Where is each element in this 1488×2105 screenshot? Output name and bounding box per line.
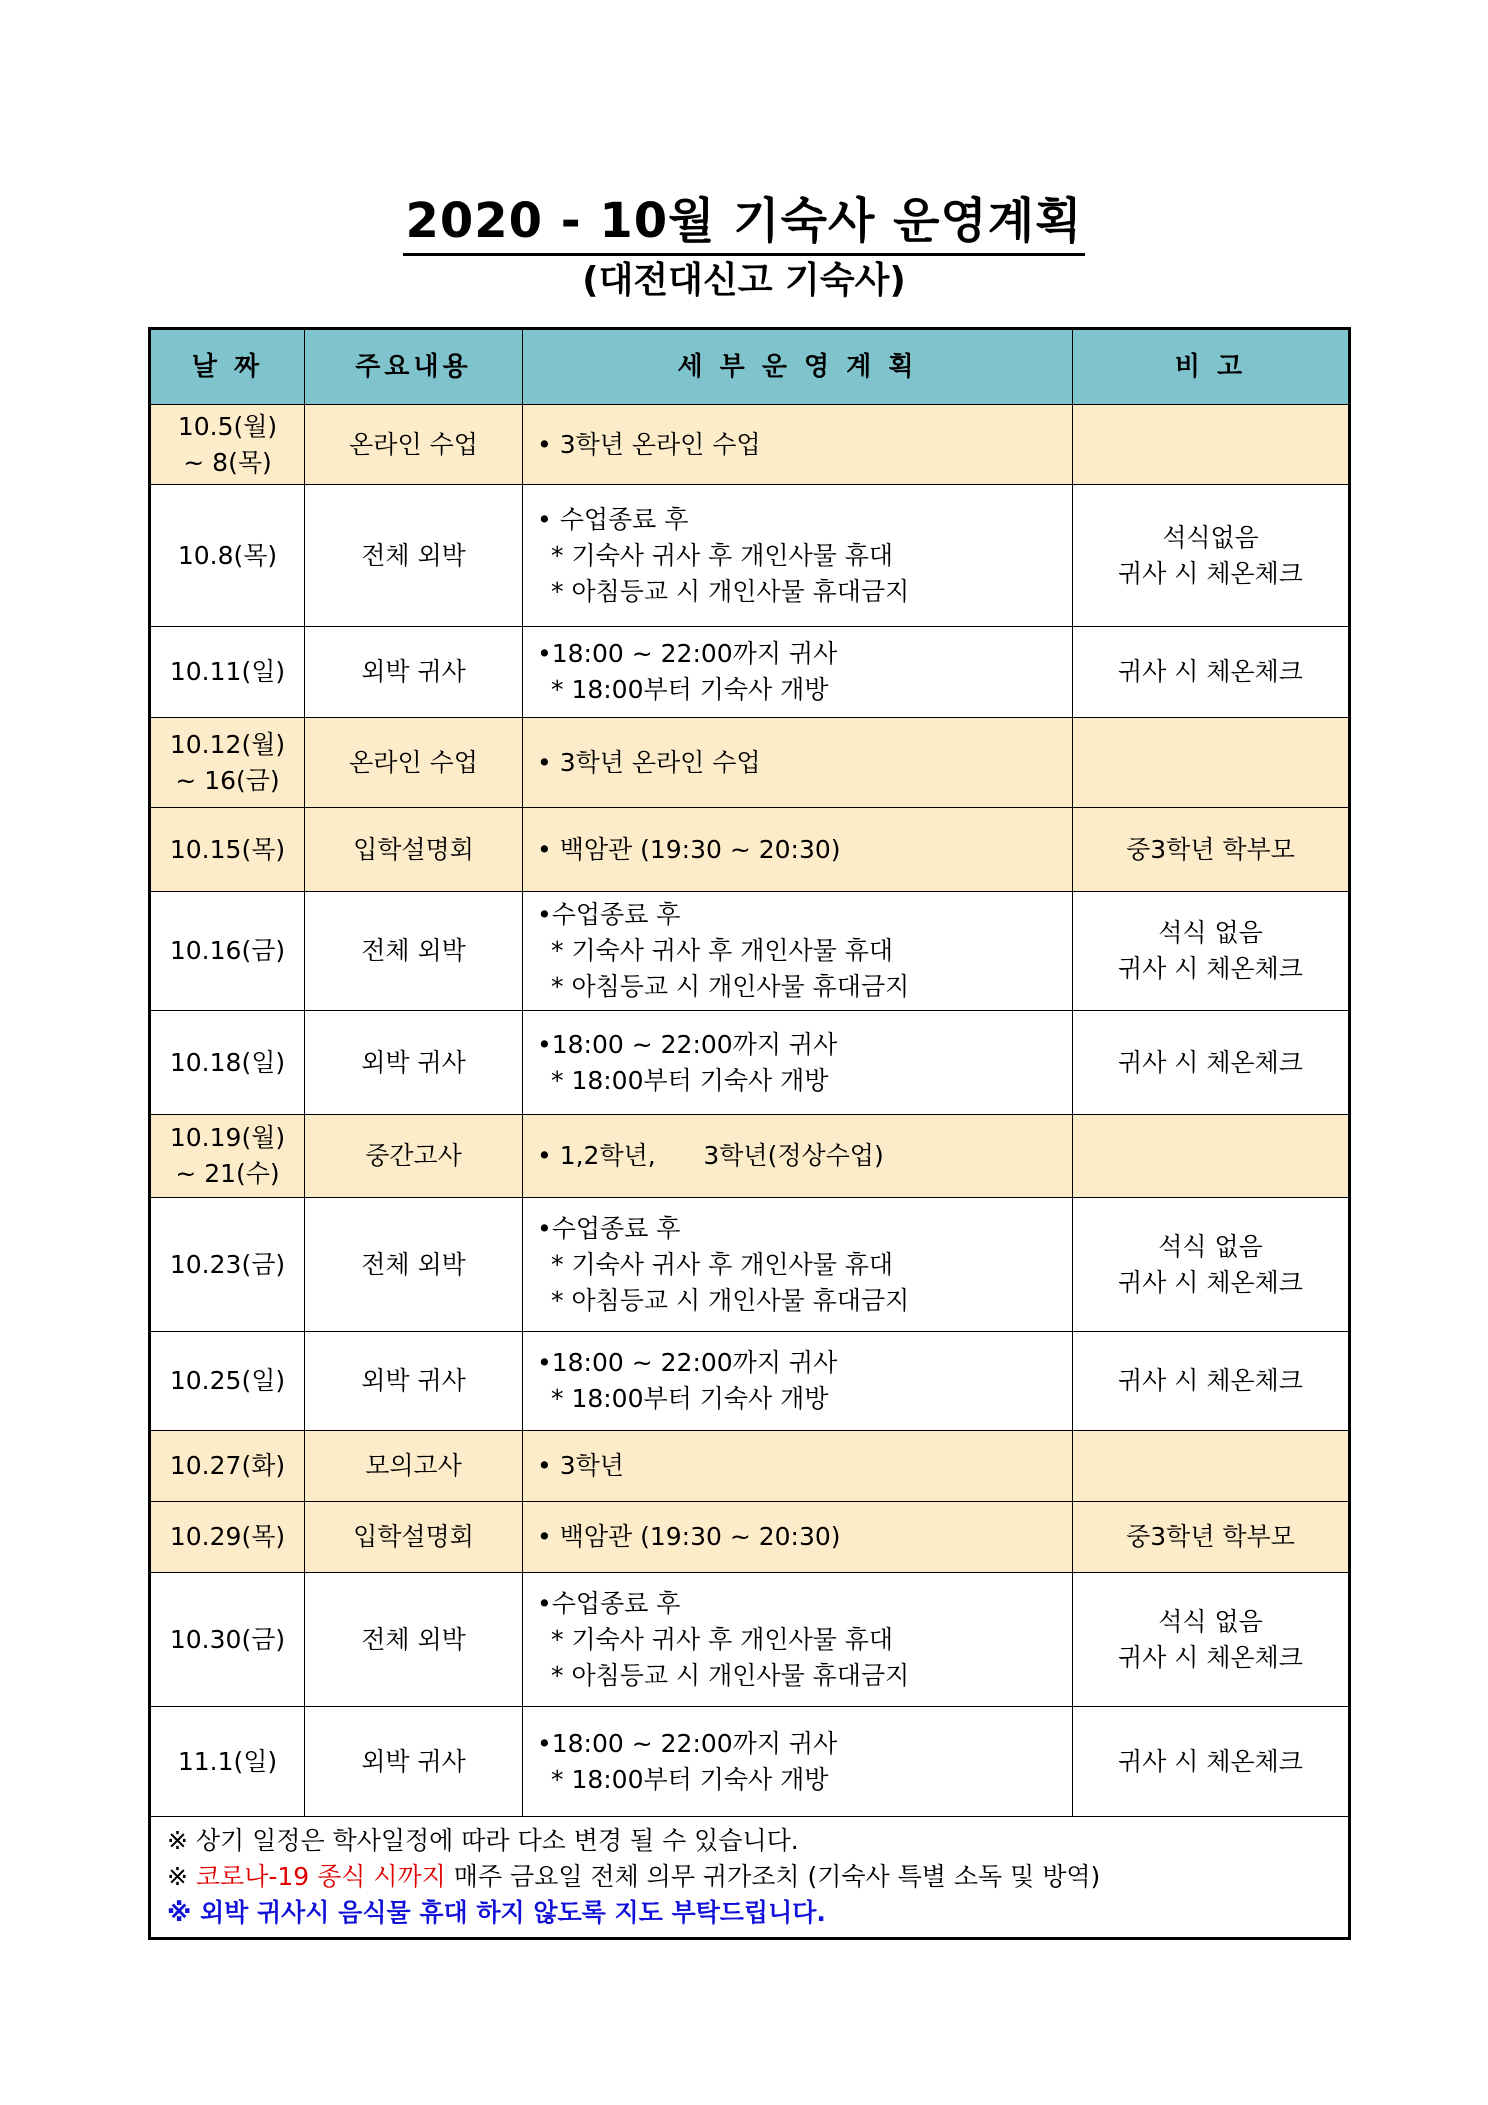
date-cell xyxy=(150,1707,305,1817)
date-cell xyxy=(150,1115,305,1198)
detail-line: * 기숙사 귀사 후 개인사물 휴대 xyxy=(551,1249,894,1279)
document-subtitle: (대전대신고 기숙사) xyxy=(582,260,906,301)
date-line: 10.12(월) xyxy=(169,729,286,759)
detail-line: * 기숙사 귀사 후 개인사물 휴대 xyxy=(551,1624,894,1654)
date-cell xyxy=(150,718,305,808)
detail-line: * 18:00부터 기숙사 개방 xyxy=(551,1764,829,1794)
detail-line: • 백암관 (19:30 ~ 20:30) xyxy=(537,1522,841,1551)
date-line: 10.8(목) xyxy=(177,540,278,570)
detail-line: •수업종료 후 xyxy=(537,1213,681,1243)
table-row xyxy=(150,1707,1350,1817)
main-content-cell: 온라인 수업 xyxy=(305,718,523,808)
date-line: ~ 8(목) xyxy=(183,447,272,477)
date-line: 10.16(금) xyxy=(169,936,286,965)
detail-plan-cell xyxy=(523,1502,1073,1573)
detail-plan-cell xyxy=(523,1198,1073,1332)
main-content-cell: 전체 외박 xyxy=(305,485,523,627)
note-cell xyxy=(1073,718,1350,808)
note-line: 중3학년 학부모 xyxy=(1126,1522,1295,1551)
date-line: 10.5(월) xyxy=(177,411,278,441)
detail-line: * 기숙사 귀사 후 개인사물 휴대 xyxy=(551,540,894,570)
table-row xyxy=(150,1332,1350,1431)
date-line: ~ 21(수) xyxy=(175,1159,280,1188)
main-content-cell: 외박 귀사 xyxy=(305,1011,523,1115)
table-row xyxy=(150,1502,1350,1573)
date-line: 10.25(일) xyxy=(169,1366,286,1395)
date-line: ~ 16(금) xyxy=(175,765,280,795)
detail-line: •18:00 ~ 22:00까지 귀사 xyxy=(537,639,838,668)
note-cell xyxy=(1073,808,1350,892)
date-cell xyxy=(150,1573,305,1707)
date-line: 10.15(목) xyxy=(169,834,286,864)
main-content-cell: 전체 외박 xyxy=(305,892,523,1011)
detail-plan-cell xyxy=(523,1431,1073,1502)
header-detail: 세 부 운 영 계 획 xyxy=(523,329,1073,405)
main-content-cell: 외박 귀사 xyxy=(305,1707,523,1817)
detail-plan-cell xyxy=(523,405,1073,485)
footer-line-2-highlight: 코로나-19 종식 시까지 xyxy=(195,1862,446,1891)
table-header-row xyxy=(150,329,1350,405)
main-content-cell: 입학설명회 xyxy=(305,1502,523,1573)
detail-line: •18:00 ~ 22:00까지 귀사 xyxy=(537,1348,838,1377)
note-cell xyxy=(1073,1332,1350,1431)
detail-line: * 아침등교 시 개인사물 휴대금지 xyxy=(551,1285,910,1315)
note-line: 귀사 시 체온체크 xyxy=(1118,1746,1303,1776)
note-line: 귀사 시 체온체크 xyxy=(1118,1047,1303,1077)
note-cell xyxy=(1073,627,1350,718)
date-line: 10.29(목) xyxy=(169,1522,286,1551)
detail-plan-cell xyxy=(523,808,1073,892)
table-body xyxy=(150,405,1350,1817)
table-row xyxy=(150,1115,1350,1198)
date-cell xyxy=(150,1502,305,1573)
detail-line: •18:00 ~ 22:00까지 귀사 xyxy=(537,1029,838,1059)
date-cell xyxy=(150,1332,305,1431)
note-cell xyxy=(1073,1707,1350,1817)
detail-line: * 18:00부터 기숙사 개방 xyxy=(551,675,829,704)
detail-line: •18:00 ~ 22:00까지 귀사 xyxy=(537,1728,838,1758)
note-cell xyxy=(1073,1502,1350,1573)
note-line: 귀사 시 체온체크 xyxy=(1118,1642,1303,1672)
schedule-table xyxy=(148,327,1351,1940)
header-note: 비 고 xyxy=(1073,329,1350,405)
detail-line: * 18:00부터 기숙사 개방 xyxy=(551,1384,829,1413)
detail-line: • 수업종료 후 xyxy=(537,504,689,534)
date-cell xyxy=(150,1198,305,1332)
detail-plan-cell xyxy=(523,892,1073,1011)
document-title xyxy=(0,182,1488,251)
date-cell xyxy=(150,1431,305,1502)
date-cell xyxy=(150,808,305,892)
footer-line-2-rest: 매주 금요일 전체 의무 귀가조치 (기숙사 특별 소독 및 방역) xyxy=(445,1862,1101,1891)
note-line: 귀사 시 체온체크 xyxy=(1118,558,1303,588)
detail-line: •수업종료 후 xyxy=(537,900,681,929)
note-line: 귀사 시 체온체크 xyxy=(1118,1267,1303,1297)
footer-line-2-prefix: ※ xyxy=(167,1862,196,1891)
note-cell xyxy=(1073,405,1350,485)
footer-notes xyxy=(150,1817,1350,1939)
note-cell xyxy=(1073,1573,1350,1707)
detail-plan-cell xyxy=(523,627,1073,718)
header-main: 주요내용 xyxy=(305,329,523,405)
table-row xyxy=(150,808,1350,892)
note-cell xyxy=(1073,892,1350,1011)
table-row xyxy=(150,405,1350,485)
date-cell xyxy=(150,1011,305,1115)
detail-plan-cell xyxy=(523,485,1073,627)
table-row xyxy=(150,718,1350,808)
note-line: 귀사 시 체온체크 xyxy=(1118,657,1303,686)
note-line: 귀사 시 체온체크 xyxy=(1118,1366,1303,1395)
detail-line: •수업종료 후 xyxy=(537,1588,681,1618)
table-row xyxy=(150,1198,1350,1332)
detail-line: • 3학년 온라인 수업 xyxy=(537,429,761,459)
detail-line: * 아침등교 시 개인사물 휴대금지 xyxy=(551,576,910,606)
main-content-cell: 외박 귀사 xyxy=(305,627,523,718)
date-line: 10.11(일) xyxy=(169,657,286,686)
detail-line: * 아침등교 시 개인사물 휴대금지 xyxy=(551,1660,910,1690)
note-cell xyxy=(1073,485,1350,627)
note-cell xyxy=(1073,1431,1350,1502)
table-row xyxy=(150,1573,1350,1707)
main-content-cell: 중간고사 xyxy=(305,1115,523,1198)
detail-plan-cell xyxy=(523,1573,1073,1707)
main-content-cell: 온라인 수업 xyxy=(305,405,523,485)
detail-line: • 백암관 (19:30 ~ 20:30) xyxy=(537,834,841,864)
footer-line-3: ※ 외박 귀사시 음식물 휴대 하지 않도록 지도 부탁드립니다. xyxy=(167,1898,826,1927)
title-text: 2020 - 10월 기숙사 운영계획 xyxy=(403,193,1084,256)
note-line: 중3학년 학부모 xyxy=(1126,834,1295,864)
detail-line: • 3학년 온라인 수업 xyxy=(537,747,761,777)
table-row xyxy=(150,485,1350,627)
date-cell xyxy=(150,485,305,627)
date-line: 10.30(금) xyxy=(169,1624,286,1654)
note-line: 석식없음 xyxy=(1162,522,1259,552)
date-line: 10.27(화) xyxy=(169,1451,286,1480)
footer-row xyxy=(150,1817,1350,1939)
date-line: 10.18(일) xyxy=(169,1047,286,1077)
table-row xyxy=(150,892,1350,1011)
date-line: 10.23(금) xyxy=(169,1249,286,1279)
header-date: 날 짜 xyxy=(150,329,305,405)
detail-plan-cell xyxy=(523,718,1073,808)
detail-plan-cell xyxy=(523,1115,1073,1198)
note-line: 귀사 시 체온체크 xyxy=(1118,954,1303,983)
date-cell xyxy=(150,405,305,485)
note-line: 석식 없음 xyxy=(1158,1606,1263,1636)
main-content-cell: 전체 외박 xyxy=(305,1573,523,1707)
detail-plan-cell xyxy=(523,1011,1073,1115)
detail-line: * 아침등교 시 개인사물 휴대금지 xyxy=(551,972,910,1001)
note-line: 석식 없음 xyxy=(1158,918,1263,947)
note-line: 석식 없음 xyxy=(1158,1231,1263,1261)
detail-plan-cell xyxy=(523,1332,1073,1431)
footer-line-2 xyxy=(167,1859,1332,1895)
table-row xyxy=(150,1011,1350,1115)
main-content-cell: 입학설명회 xyxy=(305,808,523,892)
note-cell xyxy=(1073,1198,1350,1332)
footer-line-1: ※ 상기 일정은 학사일정에 따라 다소 변경 될 수 있습니다. xyxy=(167,1826,799,1855)
note-cell xyxy=(1073,1011,1350,1115)
detail-plan-cell xyxy=(523,1707,1073,1817)
table-row xyxy=(150,627,1350,718)
detail-line: • 1,2학년, 3학년(정상수업) xyxy=(537,1141,884,1170)
main-content-cell: 전체 외박 xyxy=(305,1198,523,1332)
date-line: 10.19(월) xyxy=(169,1123,286,1152)
detail-line: * 기숙사 귀사 후 개인사물 휴대 xyxy=(551,936,894,965)
date-cell xyxy=(150,627,305,718)
main-content-cell: 외박 귀사 xyxy=(305,1332,523,1431)
detail-line: • 3학년 xyxy=(537,1451,624,1480)
date-line: 11.1(일) xyxy=(177,1746,278,1776)
detail-line: * 18:00부터 기숙사 개방 xyxy=(551,1065,829,1095)
main-content-cell: 모의고사 xyxy=(305,1431,523,1502)
table-row xyxy=(150,1431,1350,1502)
note-cell xyxy=(1073,1115,1350,1198)
date-cell xyxy=(150,892,305,1011)
